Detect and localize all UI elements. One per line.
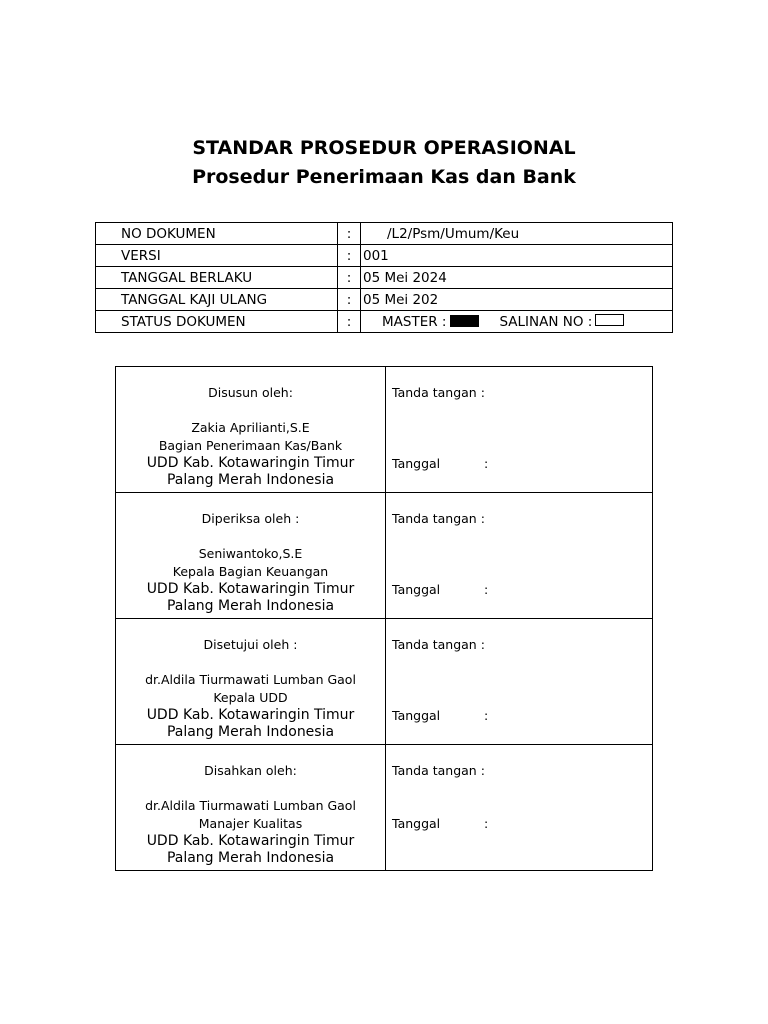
approval-signature-cell — [386, 493, 653, 619]
approval-role: Disahkan oleh: — [204, 763, 297, 778]
versi-value: 001 — [361, 245, 673, 267]
document-info-table — [95, 222, 673, 333]
document-title: STANDAR PROSEDUR OPERASIONAL — [192, 137, 576, 159]
signature-label: Tanda tangan : — [392, 637, 485, 652]
date-colon: : — [484, 816, 489, 831]
info-separator: : — [338, 245, 361, 267]
approval-person-name: dr.Aldila Tiurmawati Lumban Gaol — [145, 672, 356, 687]
approval-org-line1: UDD Kab. Kotawaringin Timur — [146, 455, 355, 471]
approval-org-line1: UDD Kab. Kotawaringin Timur — [146, 707, 355, 723]
approval-role: Diperiksa oleh : — [201, 511, 300, 526]
approval-signature-cell — [386, 745, 653, 871]
approval-role: Disetujui oleh : — [203, 637, 298, 652]
signature-label: Tanda tangan : — [392, 511, 485, 526]
approval-org-line1: UDD Kab. Kotawaringin Timur — [146, 833, 355, 849]
info-label: TANGGAL KAJI ULANG — [96, 289, 338, 311]
approval-row-disahkan — [116, 745, 653, 871]
date-row — [392, 708, 489, 723]
approval-person-name: Zakia Aprilianti,S.E — [191, 420, 310, 435]
approval-row-disetujui — [116, 619, 653, 745]
approval-org-line2: Palang Merah Indonesia — [166, 850, 335, 866]
approval-person-block — [116, 797, 385, 867]
approval-org-line2: Palang Merah Indonesia — [166, 598, 335, 614]
status-dokumen-value — [361, 311, 673, 333]
info-separator: : — [338, 267, 361, 289]
info-separator: : — [338, 311, 361, 333]
signature-label: Tanda tangan : — [392, 763, 485, 778]
info-row-tanggal-berlaku — [96, 267, 673, 289]
info-row-versi — [96, 245, 673, 267]
salinan-checkbox-empty — [595, 314, 624, 326]
info-row-no-dokumen — [96, 223, 673, 245]
no-dokumen-value: /L2/Psm/Umum/Keu — [387, 225, 520, 242]
date-colon: : — [484, 456, 489, 471]
approval-person-cell — [116, 619, 386, 745]
master-checkbox-filled — [450, 315, 479, 327]
approval-person-position: Kepala Bagian Keuangan — [172, 564, 329, 579]
master-label: MASTER : — [382, 313, 447, 330]
date-row — [392, 456, 489, 471]
approval-person-position: Bagian Penerimaan Kas/Bank — [158, 438, 343, 453]
date-colon: : — [484, 708, 489, 723]
approval-person-block — [116, 419, 385, 489]
approval-person-block — [116, 545, 385, 615]
approval-person-block — [116, 671, 385, 741]
info-label: NO DOKUMEN — [96, 223, 338, 245]
approval-role: Disusun oleh: — [208, 385, 293, 400]
approval-row-diperiksa — [116, 493, 653, 619]
approval-person-name: Seniwantoko,S.E — [198, 546, 303, 561]
date-label: Tanggal — [392, 456, 441, 471]
info-value — [361, 223, 673, 245]
date-label: Tanggal — [392, 582, 441, 597]
tanggal-berlaku-value: 05 Mei 2024 — [361, 267, 673, 289]
info-label: TANGGAL BERLAKU — [96, 267, 338, 289]
approval-person-position: Manajer Kualitas — [198, 816, 303, 831]
info-separator: : — [338, 223, 361, 245]
date-row — [392, 582, 489, 597]
tanggal-kaji-ulang-value: 05 Mei 202 — [361, 289, 673, 311]
approval-org-line1: UDD Kab. Kotawaringin Timur — [146, 581, 355, 597]
date-colon: : — [484, 582, 489, 597]
approval-signature-cell — [386, 367, 653, 493]
approval-person-name: dr.Aldila Tiurmawati Lumban Gaol — [145, 798, 356, 813]
date-label: Tanggal — [392, 816, 441, 831]
info-row-status-dokumen — [96, 311, 673, 333]
approval-table — [115, 366, 653, 871]
info-label: VERSI — [96, 245, 338, 267]
approval-org-line2: Palang Merah Indonesia — [166, 472, 335, 488]
date-row — [392, 816, 489, 831]
info-separator: : — [338, 289, 361, 311]
info-row-tanggal-kaji-ulang — [96, 289, 673, 311]
approval-signature-cell — [386, 619, 653, 745]
approval-person-cell — [116, 493, 386, 619]
approval-person-cell — [116, 745, 386, 871]
approval-org-line2: Palang Merah Indonesia — [166, 724, 335, 740]
approval-person-cell — [116, 367, 386, 493]
salinan-label: SALINAN NO : — [499, 313, 593, 330]
approval-person-position: Kepala UDD — [213, 690, 288, 705]
date-label: Tanggal — [392, 708, 441, 723]
signature-label: Tanda tangan : — [392, 385, 485, 400]
info-label: STATUS DOKUMEN — [96, 311, 338, 333]
document-subtitle: Prosedur Penerimaan Kas dan Bank — [192, 166, 576, 188]
document-header — [0, 134, 768, 192]
approval-row-disusun — [116, 367, 653, 493]
